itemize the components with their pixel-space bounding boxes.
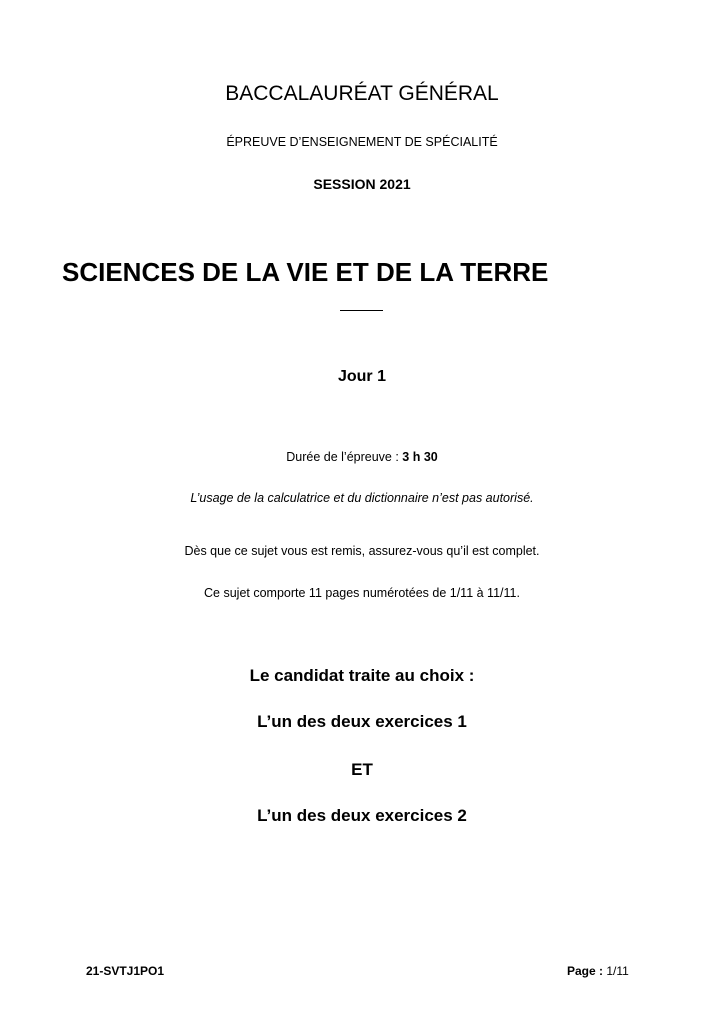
exercise-option-1: L’un des deux exercices 1	[257, 712, 467, 731]
duration-label: Durée de l’épreuve :	[286, 450, 403, 464]
duration-value: 3 h 30	[402, 450, 438, 464]
exam-title: BACCALAURÉAT GÉNÉRAL	[225, 82, 499, 105]
exercise-option-2: L’un des deux exercices 2	[257, 806, 467, 825]
exam-type: ÉPREUVE D’ENSEIGNEMENT DE SPÉCIALITÉ	[226, 135, 498, 149]
duration-line	[0, 450, 724, 464]
subject-title: SCIENCES DE LA VIE ET DE LA TERRE	[62, 257, 549, 287]
session-label: SESSION 2021	[313, 176, 411, 192]
calculator-note: L’usage de la calculatrice et du dictionnaire n’est pas autorisé.	[190, 491, 534, 505]
choice-connector: ET	[351, 760, 373, 779]
page-label: Page :	[567, 964, 607, 978]
choice-heading: Le candidat traite au choix :	[249, 666, 475, 685]
pages-note: Ce sujet comporte 11 pages numérotées de 1/11 à 11/11.	[204, 586, 520, 600]
page-value: 1/11	[606, 964, 629, 978]
completeness-note: Dès que ce sujet vous est remis, assurez-vous qu’il est complet.	[184, 544, 540, 558]
exam-day: Jour 1	[337, 368, 386, 385]
subject-code: 21-SVTJ1PO1	[86, 964, 165, 978]
page-number	[567, 964, 629, 978]
title-divider	[340, 310, 383, 311]
